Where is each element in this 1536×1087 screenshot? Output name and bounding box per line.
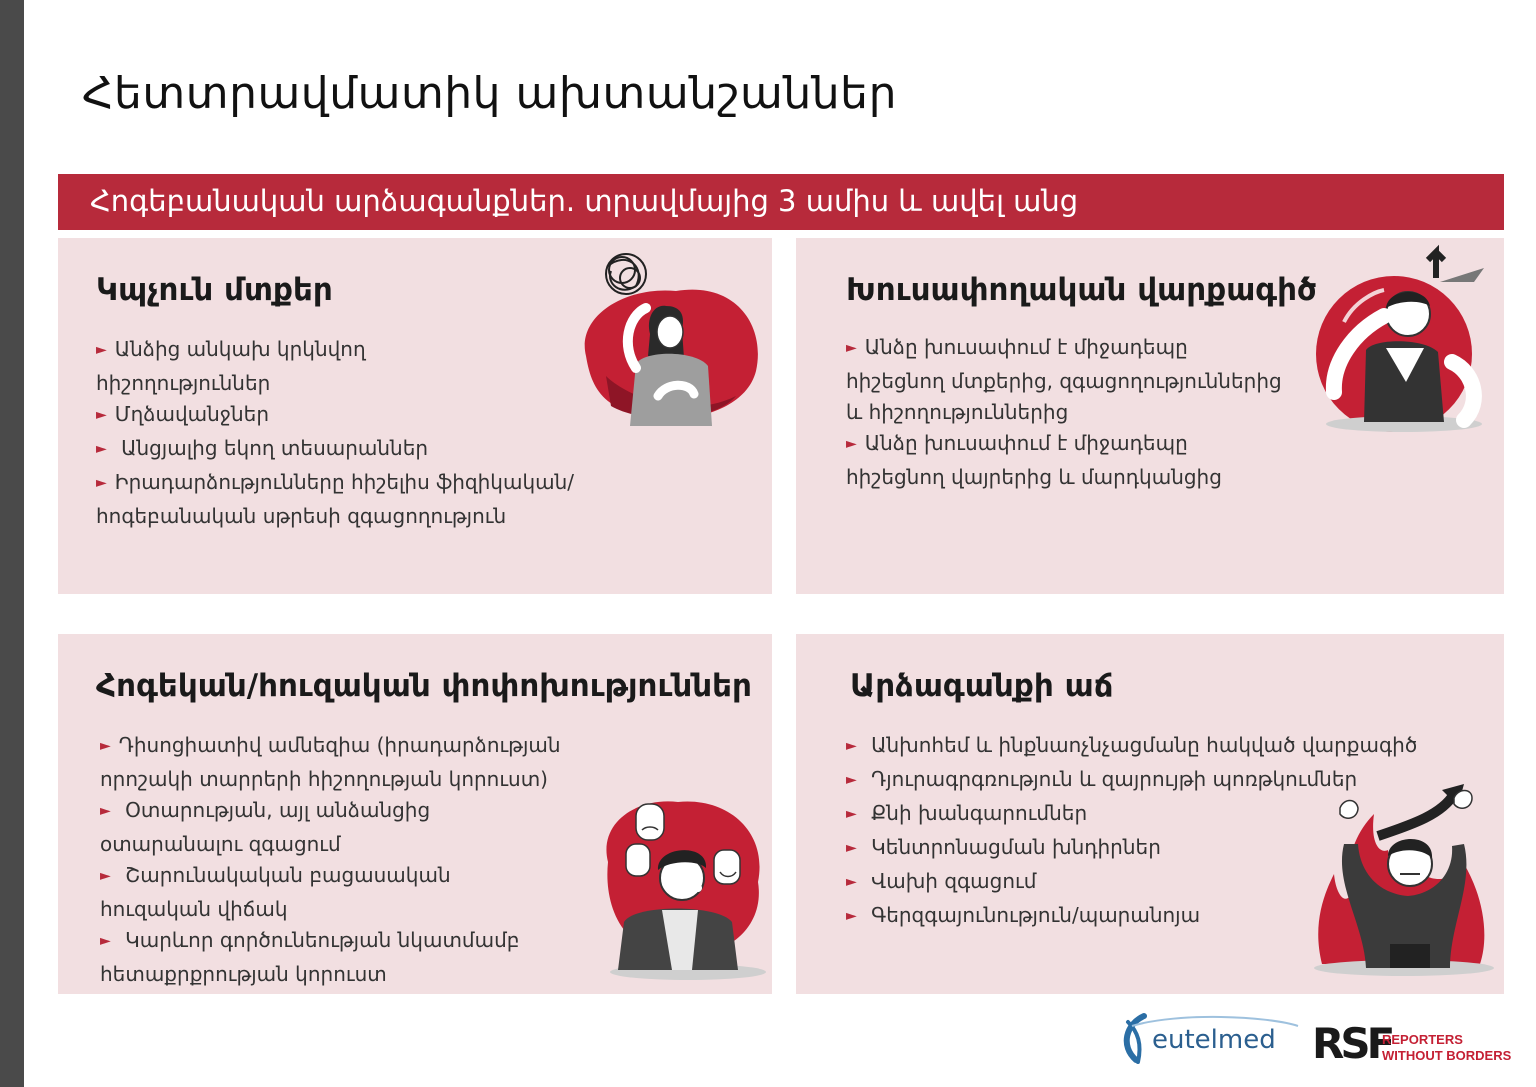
- card-avoidance-behavior: [796, 238, 1504, 594]
- bullet-icon: ►: [846, 806, 857, 822]
- card-title: Արձագանքի աճ: [850, 668, 1114, 704]
- rsf-line-1: REPORTERS: [1382, 1032, 1463, 1047]
- list-item: ► Անցյալից եկող տեսարաններ: [96, 436, 429, 460]
- bullet-icon: ►: [846, 738, 857, 754]
- card-intrusive-thoughts: [58, 238, 772, 594]
- list-item: ► Անձը խուսափում է միջադեպը հիշեցնող մտքերից, զգացողություններից և հիշողություններից: [846, 335, 1282, 424]
- list-item: ► Անխոհեմ և ինքնաոչնչացմանը հակված վարքագիծ: [846, 733, 1418, 757]
- bullet-icon: ►: [100, 803, 111, 819]
- banner-text: Հոգեբանական արձագանքներ. տրավմայից 3 ամիս և ավել անց: [90, 184, 1079, 218]
- list-item: ► Կարևոր գործունեության նկատմամբ հետաքրքրության կորուստ: [100, 928, 520, 986]
- bullet-icon: ►: [96, 441, 107, 457]
- list-item: ► Շարունակական բացասական հուզական վիճակ: [100, 863, 451, 921]
- man-covering-face-illustration: [1314, 242, 1489, 432]
- card-title: Հոգեկան/հուզական փոփոխություններ: [96, 668, 752, 704]
- rsf-line-2: WITHOUT BORDERS: [1382, 1048, 1512, 1063]
- card-heightened-reactivity: [796, 634, 1504, 994]
- list-item: ► Քնի խանգարումներ: [846, 801, 1088, 825]
- list-item: ► Իրադարձությունները հիշելիս ֆիզիկական/ հոգեբանական սթրեսի զգացողություն: [96, 470, 575, 528]
- eutelmed-wordmark: eutelmed: [1152, 1025, 1276, 1055]
- masks-person-illustration: [598, 792, 768, 982]
- list-item: ► Անձը խուսափում է միջադեպը հիշեցնող վայրերից և մարդկանցից: [846, 431, 1222, 489]
- bullet-icon: ►: [846, 874, 857, 890]
- symptom-list: [100, 730, 620, 990]
- section-banner: [58, 174, 1504, 230]
- angry-man-flames-illustration: [1304, 784, 1500, 976]
- card-title: Խուսափողական վարքագիծ: [846, 272, 1317, 308]
- bullet-icon: ►: [96, 475, 107, 491]
- stressed-woman-illustration: [566, 246, 766, 426]
- list-item: ► Կենտրոնացման խնդիրներ: [846, 835, 1161, 859]
- page-title: Հետտրավմատիկ ախտանշաններ: [82, 68, 897, 119]
- bullet-icon: ►: [96, 342, 107, 358]
- bullet-icon: ►: [846, 340, 857, 356]
- bullet-icon: ►: [96, 407, 107, 423]
- bullet-icon: ►: [846, 908, 857, 924]
- card-mental-emotional-changes: [58, 634, 772, 994]
- list-item: ► Անձից անկախ կրկնվող հիշողություններ: [96, 337, 366, 395]
- footer-logos: [1118, 1012, 1512, 1072]
- bullet-icon: ►: [100, 738, 111, 754]
- bullet-icon: ►: [846, 436, 857, 452]
- list-item: ► Մղձավանջներ: [96, 402, 269, 426]
- list-item: ► Գերզգայունություն/պարանոյա: [846, 903, 1201, 927]
- bullet-icon: ►: [100, 868, 111, 884]
- list-item: ► Օտարության, այլ անձանցից օտարանալու զգացում: [100, 798, 431, 856]
- bullet-icon: ►: [846, 772, 857, 788]
- bullet-icon: ►: [100, 933, 111, 949]
- list-item: ► Դիսոցիատիվ ամնեզիա (իրադարձության որոշակի տարրերի հիշողության կորուստ): [100, 733, 561, 791]
- symptom-list: [846, 332, 1326, 493]
- eutelmed-logo: [1118, 1012, 1512, 1072]
- side-bar: [0, 0, 24, 1087]
- rsf-mark: RSF: [1312, 1019, 1392, 1068]
- list-item: ► Վախի զգացում: [846, 869, 1037, 893]
- card-title: Կպչուն մտքեր: [96, 272, 333, 308]
- bullet-icon: ►: [846, 840, 857, 856]
- list-item: ► Դյուրագրգռություն և զայրույթի պոռթկումներ: [846, 767, 1358, 791]
